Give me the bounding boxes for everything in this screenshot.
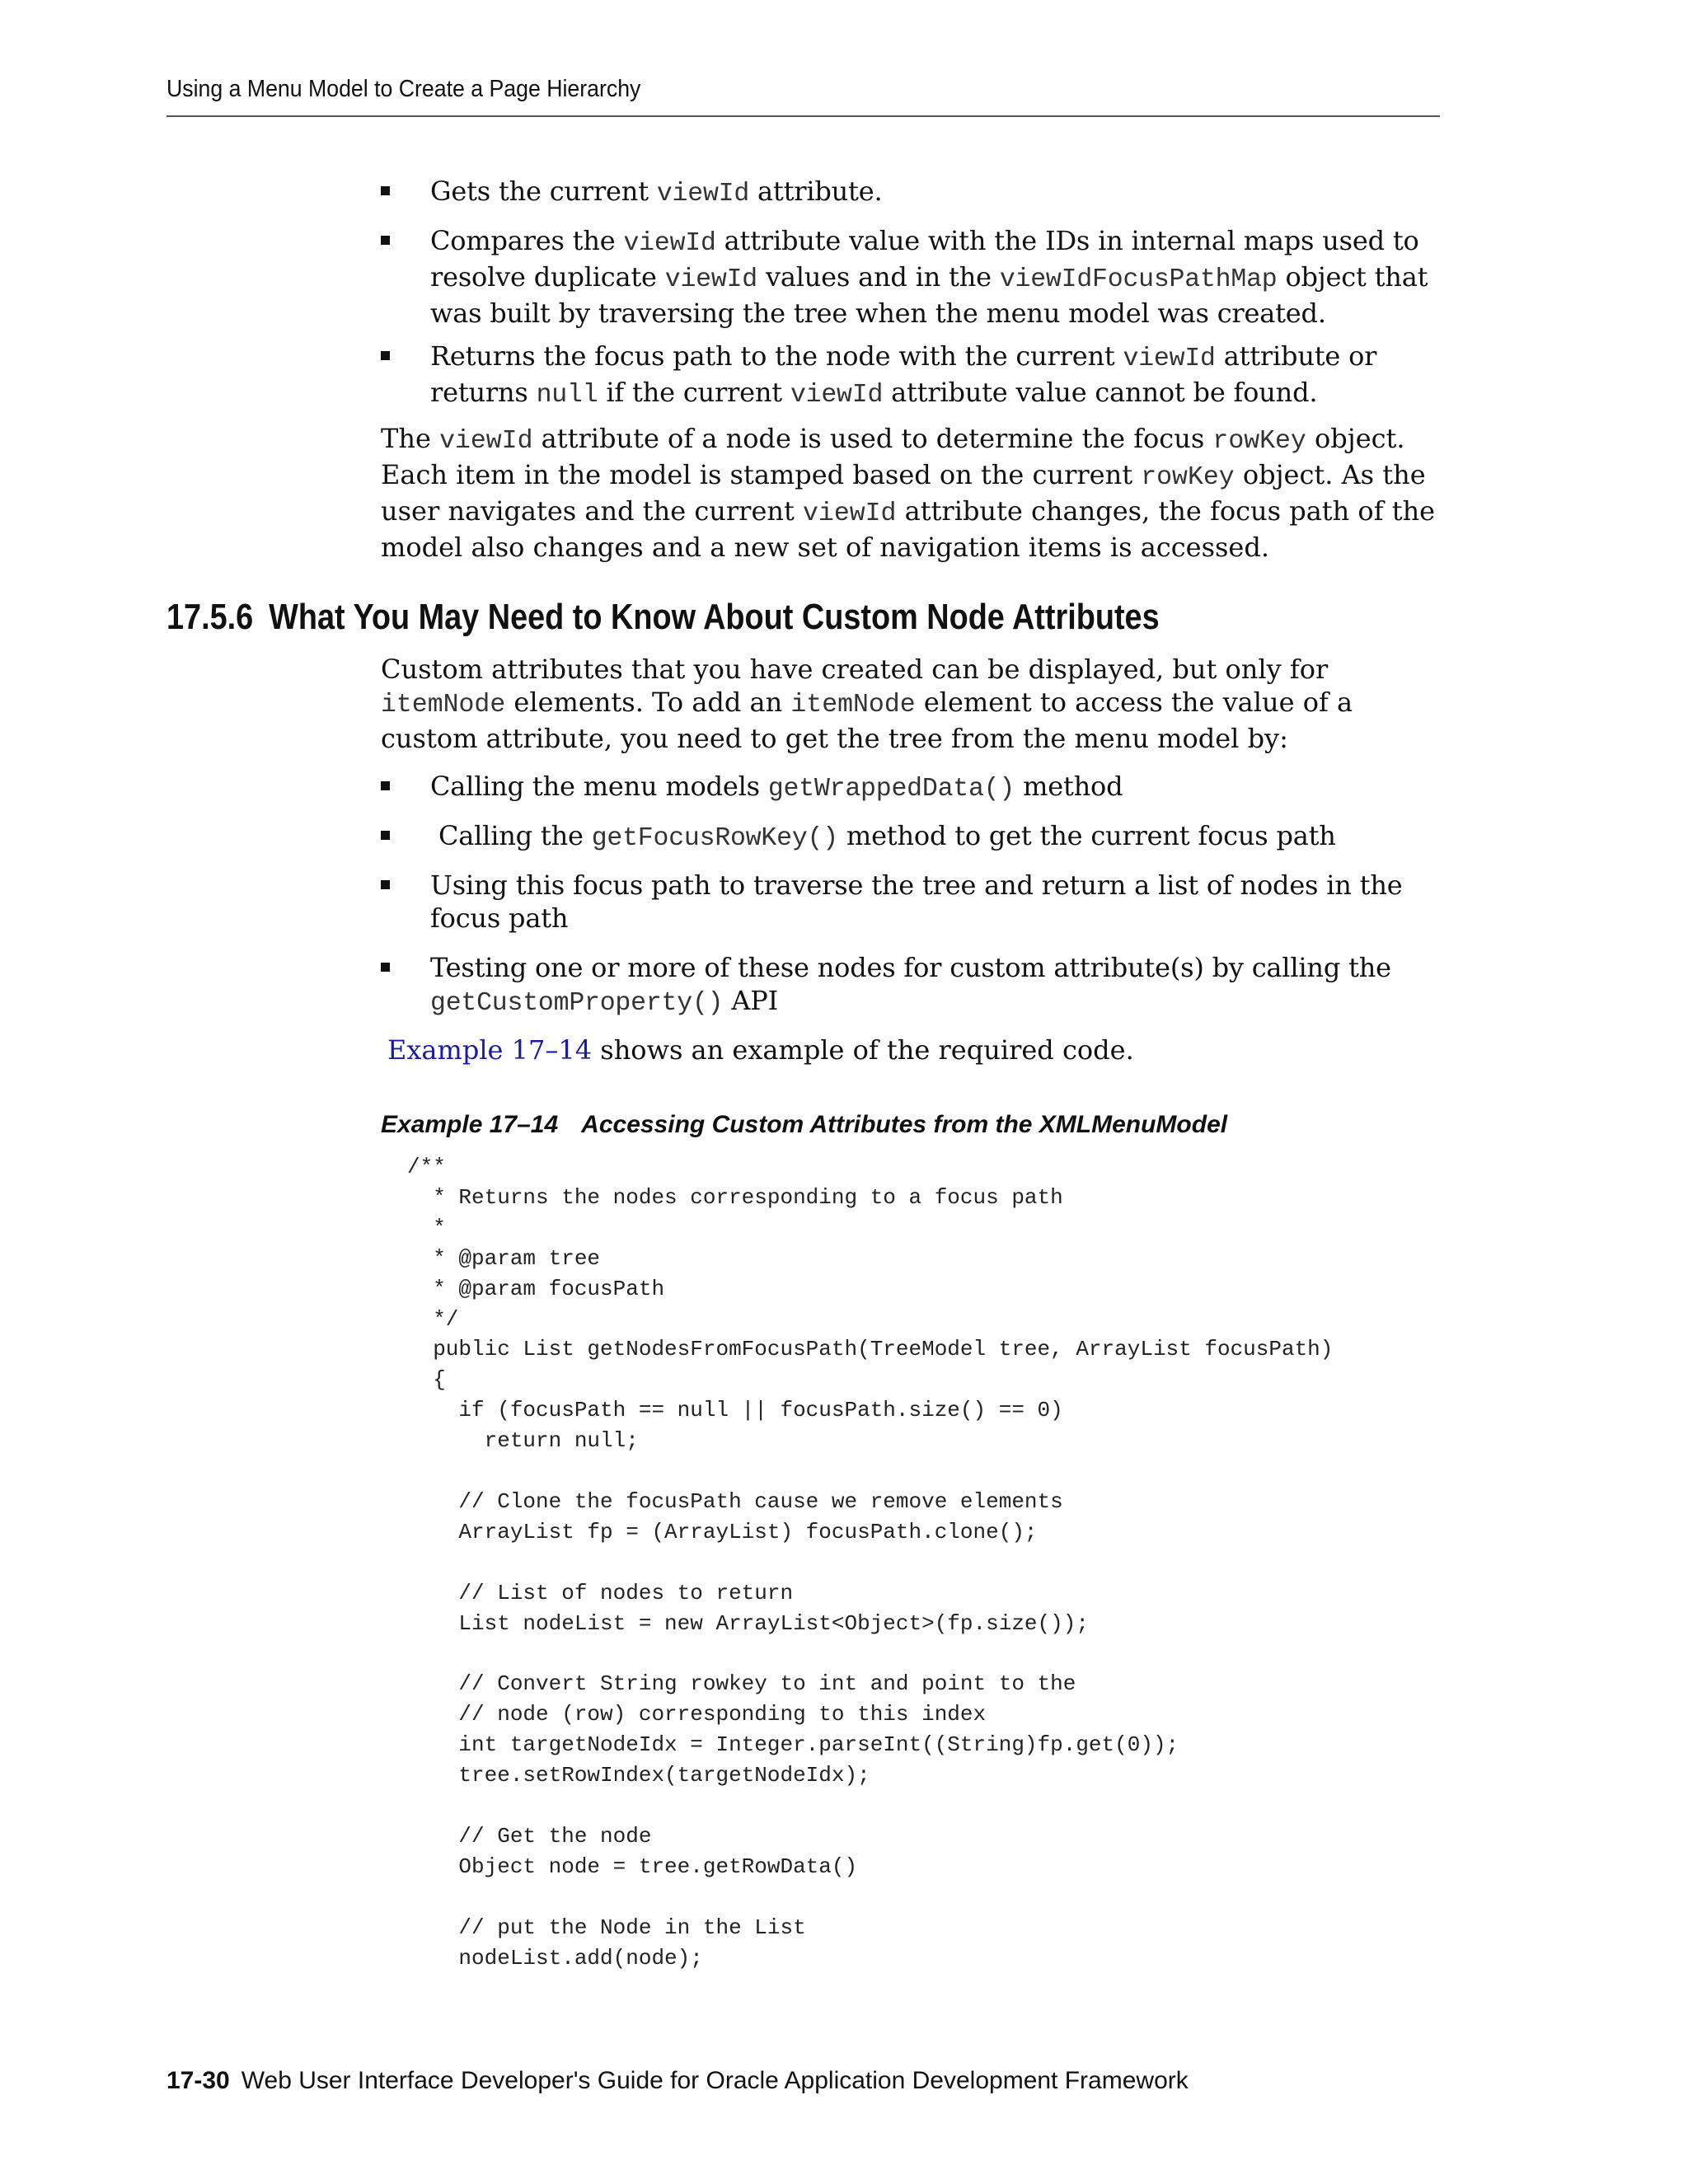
section-heading (166, 597, 1160, 638)
page-footer (166, 2067, 1189, 2095)
bullet-marker (381, 831, 390, 840)
page-number: 17-30 (166, 2067, 230, 2094)
intro-paragraph: The viewId attribute of a node is used to determine the focus rowKey object. Each item in the model is stamped based on the current rowKey object. As the user navigates and the current viewId attribute changes, the focus path of the model also changes and a new set of navigation items is accessed. (381, 423, 1436, 563)
bullet-marker (381, 880, 390, 889)
book-title: Web User Interface Developer's Guide for Oracle Application Development Framework (241, 2067, 1189, 2094)
code-block: /** * Returns the nodes corresponding to a focus path * * @param tree * @param focusPath */ public List getNodesFromFocusPath(TreeModel tree, ArrayList focusPath) { if (focusPath == null || focusPath.size() == 0) return null; // Clone the focusPath cause we remove elements ArrayList fp = (ArrayList) focusPath.clone(); // List of nodes to return List nodeList = new ArrayList<Object>(fp.size()); // Convert String rowkey to int and point to the // node (row) corresponding to this index int targetNodeIdx = Integer.parseInt((String)fp.get(0)); tree.setRowIndex(targetNodeIdx); // Get the node Object node = tree.getRowData() // put the Node in the List nodeList.add(node); (407, 1155, 1334, 1971)
list-item: Testing one or more of these nodes for custom attribute(s) by calling the getCustomProperty() API (381, 951, 1440, 1020)
list-item: Calling the getFocusRowKey() method to get the current focus path (381, 819, 1440, 855)
list-item: Gets the current viewId attribute. (381, 175, 1440, 211)
example-caption: Accessing Custom Attributes from the XMLMenuModel (581, 1111, 1228, 1138)
section-number: 17.5.6 (166, 597, 254, 637)
list-item: Using this focus path to traverse the tree and return a list of nodes in the focus path (381, 869, 1440, 935)
bullet-marker (381, 963, 390, 972)
header-rule (166, 115, 1440, 117)
bullet-marker (381, 351, 390, 360)
bullet-marker (381, 781, 390, 790)
example-label: Example 17–14 (381, 1111, 559, 1138)
list-item: Returns the focus path to the node with the current viewId attribute or returns null if the current viewId attribute value cannot be found. (381, 340, 1440, 412)
list-item: Calling the menu models getWrappedData() method (381, 770, 1440, 806)
bullet-marker (381, 236, 390, 245)
example-link[interactable]: Example 17–14 (387, 1034, 593, 1066)
example-reference: Example 17–14 shows an example of the required code. (387, 1034, 1134, 1066)
running-header: Using a Menu Model to Create a Page Hierarchy (166, 76, 641, 102)
bullet-marker (381, 186, 390, 195)
section-title: What You May Need to Know About Custom Node Attributes (269, 597, 1160, 637)
list-item: Compares the viewId attribute value with the IDs in internal maps used to resolve duplicate viewId values and in the viewIdFocusPathMap object that was built by traversing the tree when the menu model was created. (381, 224, 1440, 330)
section-paragraph: Custom attributes that you have created can be displayed, but only for itemNode elements. To add an itemNode element to access the value of a custom attribute, you need to get the tree from the menu model by: (381, 654, 1353, 754)
example-title (381, 1111, 1227, 1139)
